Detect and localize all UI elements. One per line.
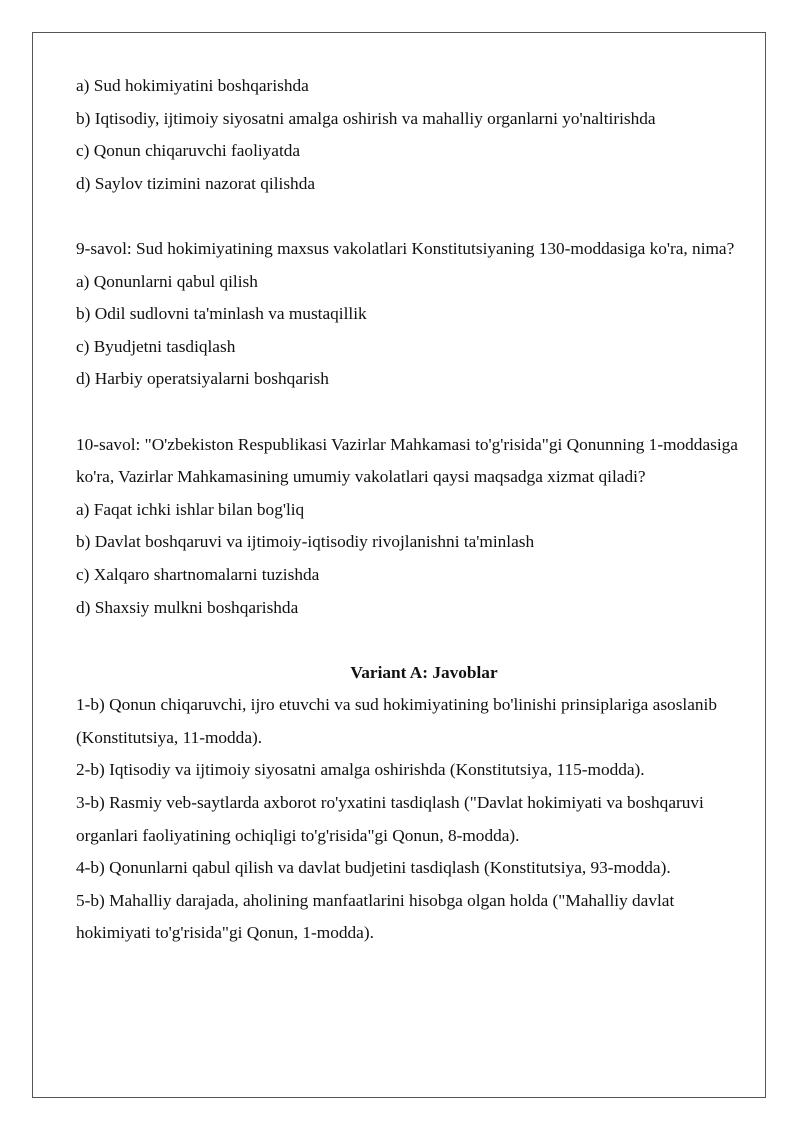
answers-section: [76, 657, 748, 950]
option-d: d) Saylov tizimini nazorat qilishda: [76, 173, 316, 193]
question-10-option-d: d) Shaxsiy mulkni boshqarishda: [76, 597, 299, 617]
spacer: [76, 396, 748, 429]
question-10-option-c: c) Xalqaro shartnomalarni tuzishda: [76, 564, 320, 584]
spacer: [76, 624, 748, 657]
question-9-option-d: d) Harbiy operatsiyalarni boshqarish: [76, 369, 329, 389]
question-9-option-c: c) Byudjetni tasdiqlash: [76, 336, 236, 356]
answer-item: 3-b) Rasmiy veb-saytlarda axborot ro'yxatini tasdiqlash ("Davlat hokimiyati va boshqaruvi organlari faoliyatining ochiqligi to'g'risida"gi Qonun, 8-modda).: [76, 793, 704, 845]
option-b: b) Iqtisodiy, ijtimoiy siyosatni amalga oshirish va mahalliy organlarni yo'naltirishda: [76, 108, 656, 128]
question-9: [76, 233, 748, 396]
spacer: [76, 200, 748, 233]
question-10-option-b: b) Davlat boshqaruvi va ijtimoiy-iqtisodiy rivojlanishni ta'minlash: [76, 532, 535, 552]
document-body: [76, 70, 748, 950]
question-9-option-b: b) Odil sudlovni ta'minlash va mustaqillik: [76, 304, 367, 324]
question-9-option-a: a) Qonunlarni qabul qilish: [76, 271, 258, 291]
option-c: c) Qonun chiqaruvchi faoliyatda: [76, 141, 301, 161]
question-10-option-a: a) Faqat ichki ishlar bilan bog'liq: [76, 499, 305, 519]
answer-item: 2-b) Iqtisodiy va ijtimoiy siyosatni amalga oshirishda (Konstitutsiya, 115-modda).: [76, 760, 645, 780]
answer-item: 5-b) Mahalliy darajada, aholining manfaatlarini hisobga olgan holda ("Mahalliy davlat hokimiyati to'g'risida"gi Qonun, 1-modda).: [76, 890, 675, 943]
answers-heading: Variant A: Javoblar: [350, 662, 498, 682]
previous-question-options: [76, 70, 748, 200]
answer-item: 1-b) Qonun chiqaruvchi, ijro etuvchi va sud hokimiyatining bo'linishi prinsiplariga asoslanib (Konstitutsiya, 11-modda).: [76, 695, 717, 747]
question-10: [76, 429, 748, 625]
answer-item: 4-b) Qonunlarni qabul qilish va davlat budjetini tasdiqlash (Konstitutsiya, 93-modda).: [76, 858, 671, 878]
question-9-text: 9-savol: Sud hokimiyatining maxsus vakolatlari Konstitutsiyaning 130-moddasiga ko'ra, nima?: [76, 238, 735, 258]
question-10-text: 10-savol: "O'zbekiston Respublikasi Vazirlar Mahkamasi to'g'risida"gi Qonunning 1-moddasiga ko'ra, Vazirlar Mahkamasining umumiy vakolatlari qaysi maqsadga xizmat qiladi?: [76, 434, 738, 487]
option-a: a) Sud hokimiyatini boshqarishda: [76, 76, 309, 95]
